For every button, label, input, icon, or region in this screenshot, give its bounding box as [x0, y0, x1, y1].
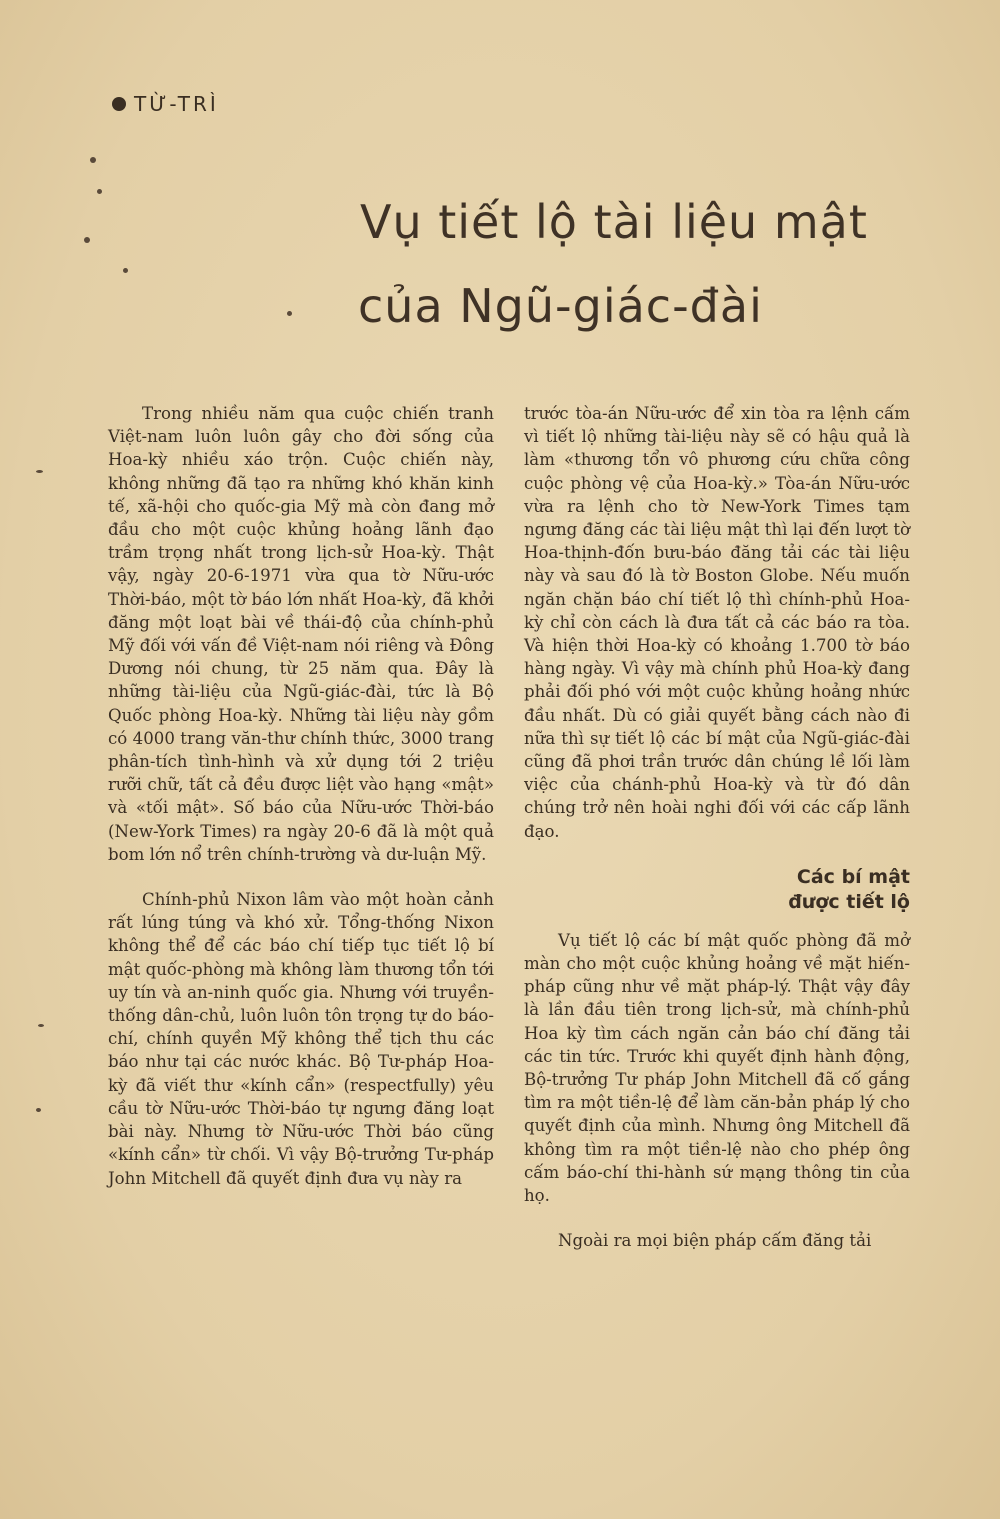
ink-speck [84, 237, 90, 243]
left-column [108, 402, 494, 1212]
section-subheading [524, 865, 910, 915]
paragraph: trước tòa-án Nữu-ước để xin tòa ra lệnh cấm vì tiết lộ những tài-liệu này sẽ có hậu quả là làm «thương tổn vô phương cứu chữa công cuộc phòng vệ của Hoa-kỳ.» Tòa-án Nữu-ước vừa ra lệnh cho tờ New-York Times tạm ngưng đăng các tài liệu mật thì lại đến lượt tờ Hoa-thịnh-đốn bưu-báo đăng tải các tài liệu này và sau đó là tờ Boston Globe. Nếu muốn ngăn chặn báo chí tiết lộ thì chính-phủ Hoa-kỳ chỉ còn cách là đưa tất cả các báo ra tòa. Và hiện thời Hoa-kỳ có khoảng 1.700 tờ báo hàng ngày. Vì vậy mà chính phủ Hoa-kỳ đang phải đối phó với một cuộc khủng hoảng nhức đầu nhất. Dù có giải quyết bằng cách nào đi nữa thì sự tiết lộ các bí mật của Ngũ-giác-đài cũng đã phơi trần trước dân chúng lề lối làm việc của chánh-phủ Hoa-kỳ và từ đó dân chúng trở nên hoài nghi đối với các cấp lãnh đạo. [524, 404, 910, 841]
ink-speck [38, 1024, 44, 1027]
bullet-icon [112, 97, 126, 111]
title-line-1: Vụ tiết lộ tài liệu mật [360, 195, 868, 249]
paragraph: Trong nhiều năm qua cuộc chiến tranh Việt-nam luôn luôn gây cho đời sống của Hoa-kỳ nhiều xáo trộn. Cuộc chiến này, không những đã tạo ra những khó khăn kinh tế, xã-hội cho quốc-gia Mỹ mà còn đang mở đầu cho một cuộc khủng hoảng lãnh đạo trầm trọng nhất trong lịch-sử Hoa-kỳ. Thật vậy, ngày 20-6-1971 vừa qua tờ Nữu-ước Thời-báo, một tờ báo lớn nhất Hoa-kỳ, đã khởi đăng một loạt bài về thái-độ của chính-phủ Mỹ đối với vấn đề Việt-nam nói riêng và Đông Dương nói chung, từ 25 năm qua. Đây là những tài-liệu của Ngũ-giác-đài, tức là Bộ Quốc phòng Hoa-kỳ. Những tài liệu này gồm có 4000 trang văn-thư chính thức, 3000 trang phân-tích tình-hình và xử dụng tới 2 triệu rưỡi chữ, tất cả đều được liệt vào hạng «mật» và «tối mật». Số báo của Nữu-ước Thời-báo (New-York Times) ra ngày 20-6 đã là một quả bom lớn nổ trên chính-trường và dư-luận Mỹ. [108, 404, 494, 864]
paragraph: Chính-phủ Nixon lâm vào một hoàn cảnh rất lúng túng và khó xử. Tổng-thống Nixon không thể để các báo chí tiếp tục tiết lộ bí mật quốc-phòng mà không làm thương tổn tới uy tín và an-ninh quốc gia. Nhưng với truyền-thống dân-chủ, luôn luôn tôn trọng tự do báo-chí, chính quyền Mỹ không thể tịch thu các báo như tại các nước khác. Bộ Tư-pháp Hoa-kỳ đã viết thư «kính cẩn» (respectfully) yêu cầu tờ Nữu-ước Thời-báo tự ngưng đăng loạt bài này. Nhưng tờ Nữu-ước Thời báo cũng «kính cẩn» từ chối. Vì vậy Bộ-trưởng Tư-pháp John Mitchell đã quyết định đưa vụ này ra [108, 890, 494, 1188]
ink-speck [123, 268, 128, 273]
right-column [524, 402, 910, 1275]
ink-speck [97, 189, 102, 194]
ink-speck [36, 1108, 41, 1112]
ink-speck [90, 157, 96, 163]
paragraph: Ngoài ra mọi biện pháp cấm đăng tải [558, 1231, 872, 1251]
subheading-line-1: Các bí mật [796, 865, 910, 888]
author-byline [112, 92, 219, 116]
ink-speck [36, 470, 43, 473]
ink-speck [287, 311, 292, 316]
article-title [340, 180, 940, 348]
title-line-2: của Ngũ-giác-đài [358, 279, 763, 333]
subheading-line-2: được tiết lộ [788, 890, 910, 913]
paragraph: Vụ tiết lộ các bí mật quốc phòng đã mở màn cho một cuộc khủng hoảng về mặt hiến-pháp cũng như về mặt pháp-lý. Thật vậy đây là lần đầu tiên trong lịch-sử, mà chính-phủ Hoa kỳ tìm cách ngăn cản báo chí đăng tải các tin tức. Trước khi quyết định hành động, Bộ-trưởng Tư pháp John Mitchell đã cố gắng tìm ra một tiền-lệ để làm căn-bản pháp lý cho quyết định của mình. Nhưng ông Mitchell đã không tìm ra một tiền-lệ nào cho phép ông cấm báo-chí thi-hành sứ mạng thông tin của họ. [524, 930, 910, 1206]
author-name: TỪ-TRÌ [134, 92, 219, 116]
